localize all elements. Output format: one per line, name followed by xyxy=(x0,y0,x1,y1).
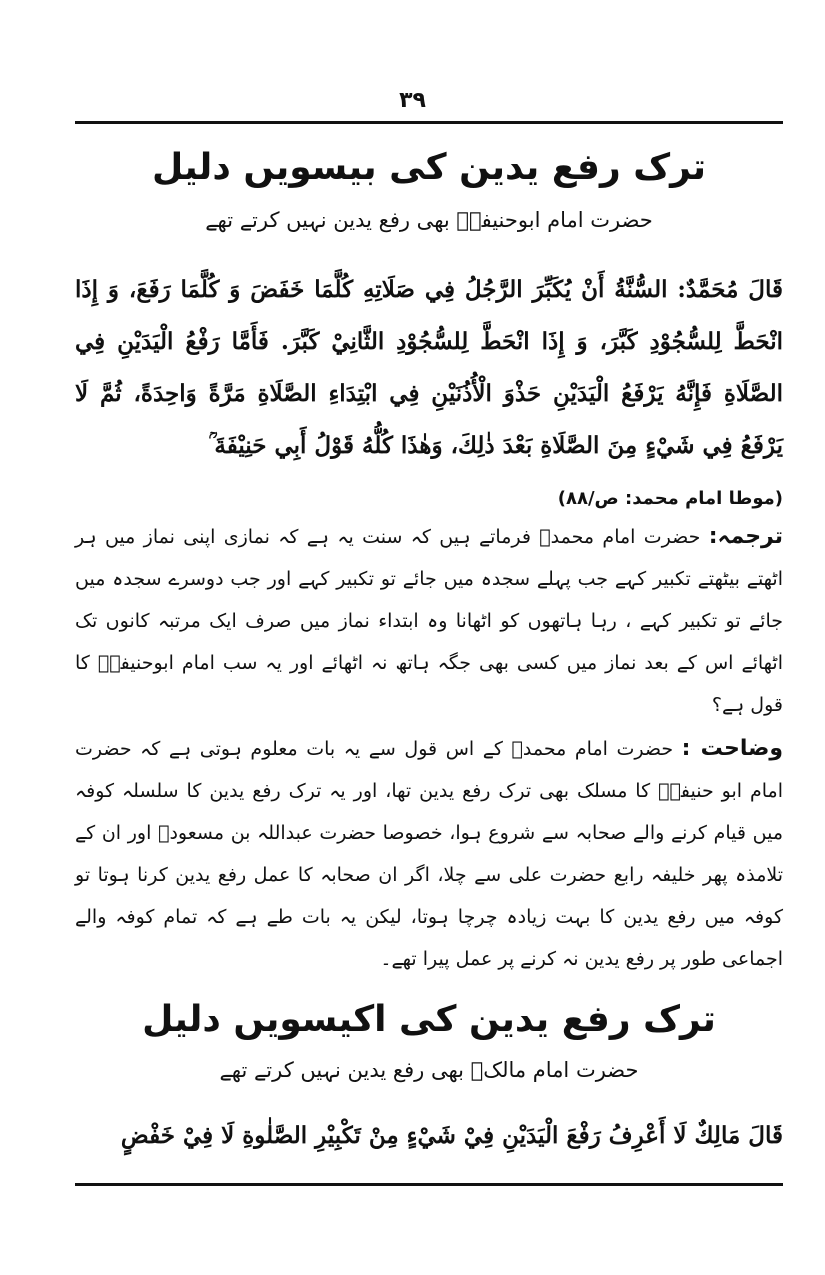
top-rule xyxy=(75,121,783,124)
bottom-rule xyxy=(75,1183,783,1186)
section-20-translation xyxy=(75,516,783,726)
section-20-subheading: حضرت امام ابوحنیفہؒ بھی رفع یدین نہیں کرتے تھے xyxy=(205,208,653,232)
section-20-heading: ترک رفع یدین کی بیسویں دلیل xyxy=(151,147,707,188)
section-20-arabic-text: قَالَ مُحَمَّدٌ: السُّنَّةُ أَنْ يُكَبِّرَ الرَّجُلُ فِي صَلَاتِهِ كُلَّمَا خَفَضَ وَ كُلَّمَا رَفَعَ، وَ إِذَا انْحَطَّ لِلسُّجُوْدِ كَبَّرَ، وَ إِذَا انْحَطَّ لِلسُّجُوْدِ الثَّانِيْ كَبَّرَ. فَأَمَّا رَفْعُ الْيَدَيْنِ فِي الصَّلَاةِ فَإِنَّهُ يَرْفَعُ الْيَدَيْنِ حَذْوَ الْأُذُنَيْنِ فِي ابْتِدَاءِ الصَّلَاةِ مَرَّةً وَاحِدَةً، ثُمَّ لَا يَرْفَعُ فِي شَيْءٍ مِنَ الصَّلَاةِ بَعْدَ ذٰلِكَ، وَهٰذَا كُلُّهُ قَوْلُ أَبِي حَنِيْفَةَ ؒ xyxy=(75,276,783,459)
translation-label: ترجمہ: xyxy=(708,524,783,549)
section-20-explanation xyxy=(75,728,783,980)
translation-text: حضرت امام محمدؒ فرماتے ہیں کہ سنت یہ ہے کہ نمازی اپنی نماز میں ہر اٹھتے بیٹھتے تکبیر کہے جب پہلے سجدہ میں جائے تو تکبیر کہے اور جب دوسرے سجدہ میں جائے تو تکبیر کہے ، رہا ہاتھوں کو اٹھانا وہ ابتداء نماز میں صرف ایک مرتبہ کانوں تک اٹھائے اس کے بعد نماز میں کسی بھی جگہ ہاتھ نہ اٹھائے اور یہ سب امام ابوحنیفہؒ کا قول ہے؟ xyxy=(75,526,783,716)
explanation-label: وضاحت : xyxy=(681,736,784,761)
section-20-source: (موطا امام محمد: ص/۸۸) xyxy=(557,488,783,509)
section-21-subheading: حضرت امام مالکؒ بھی رفع یدین نہیں کرتے تھے xyxy=(219,1058,639,1082)
page-number: ۳۹ xyxy=(399,88,426,113)
section-21-heading: ترک رفع یدین کی اکیسویں دلیل xyxy=(142,999,716,1040)
section-21-arabic-text: قَالَ مَالِكٌ لَا أَعْرِفُ رَفْعَ الْيَدَيْنِ فِيْ شَيْءٍ مِنْ تَكْبِيْرِ الصَّلٰوةِ لَا فِيْ خَفْضٍ xyxy=(120,1122,783,1149)
explanation-text: حضرت امام محمدؒ کے اس قول سے یہ بات معلوم ہوتی ہے کہ حضرت امام ابو حنیفہؒ کا مسلک بھی ترک رفع یدین تھا، اور یہ ترک رفع یدین کا سلسلہ کوفہ میں قیام کرنے والے صحابہ سے شروع ہوا، خصوصا حضرت عبداللہ بن مسعودؓ اور ان کے تلامذہ پھر خلیفہ رابع حضرت علی سے چلا، اگر ان صحابہ کا عمل رفع یدین کرنا ہوتا تو کوفہ میں رفع یدین کا بہت زیادہ چرچا ہوتا، لیکن یہ بات طے ہے کہ تمام کوفہ والے اجماعی طور پر رفع یدین نہ کرنے پر عمل پیرا تھے۔ xyxy=(75,738,783,970)
